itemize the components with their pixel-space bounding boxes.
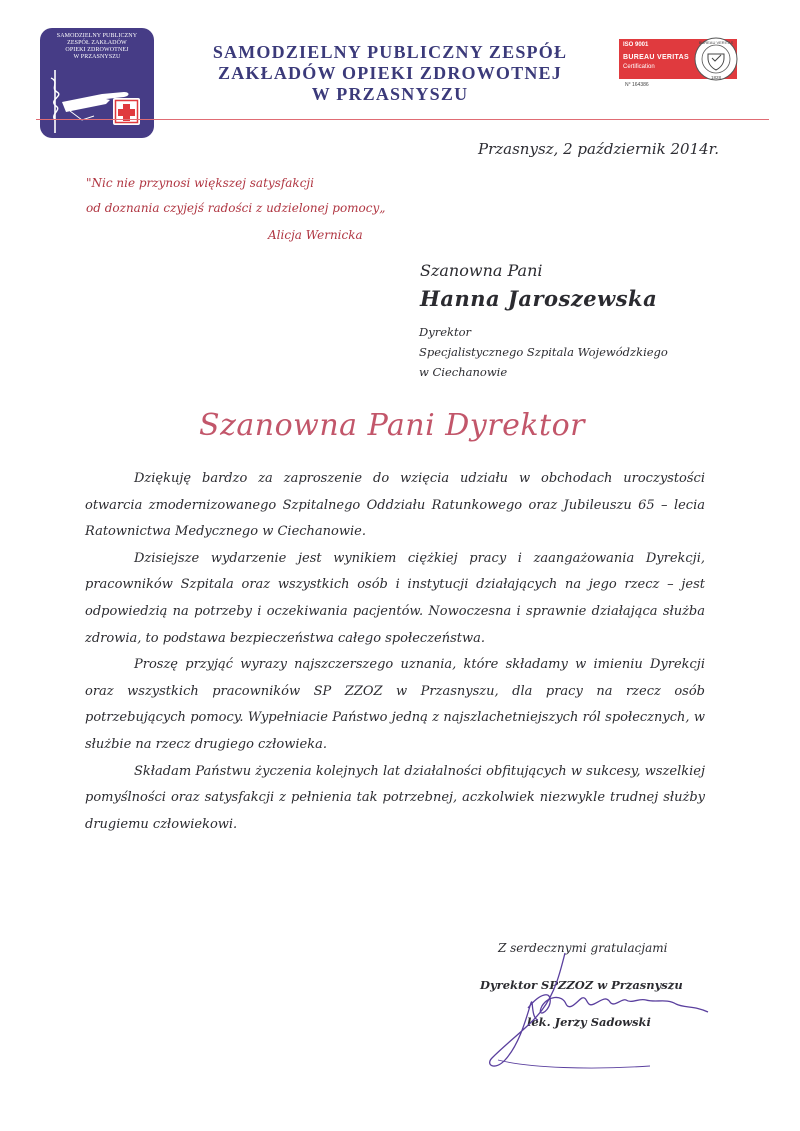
quote-author: Alicja Wernicka [268, 228, 363, 242]
recipient-title-line: Specjalistycznego Szpitala Wojewódzkiego [419, 345, 668, 359]
header-divider [36, 119, 769, 120]
motto-quote [86, 171, 386, 221]
closing-phrase: Z serdecznymi gratulacjami [498, 941, 668, 955]
letter-body [85, 466, 705, 838]
recipient-title [419, 322, 668, 382]
org-name-line: ZAKŁADÓW OPIEKI ZDROWOTNEJ [218, 63, 562, 83]
seal-year-text: 1828 [710, 75, 722, 80]
recipient-name: Hanna Jaroszewska [420, 286, 658, 311]
cert-number: N° 164386 [625, 82, 649, 88]
quote-line: "Nic nie przynosi większej satysfakcji [86, 176, 314, 190]
letter-heading: Szanowna Pani Dyrektor [199, 408, 585, 443]
handwritten-signature [470, 948, 730, 1078]
cert-iso: ISO 9001 [623, 42, 649, 48]
logo-line: W PRZASNYSZU [73, 54, 121, 60]
organization-name [170, 42, 610, 105]
iso-certification-badge [619, 39, 737, 79]
letter-date: Przasnysz, 2 październik 2014r. [478, 140, 719, 158]
logo-line: ZESPÓŁ ZAKŁADÓW [67, 40, 127, 46]
org-name-line: SAMODZIELNY PUBLICZNY ZESPÓŁ [212, 42, 568, 62]
quote-line: od doznania czyjejś radości z udzielonej pomocy„ [86, 201, 386, 215]
org-name-line: W PRZASNYSZU [311, 84, 469, 104]
bureau-veritas-seal-icon [693, 36, 739, 82]
organization-logo [40, 28, 154, 138]
body-paragraph: Proszę przyjąć wyrazy najszczerszego uznania, które składamy w imieniu Dyrekcji oraz wszystkich pracowników SP ZZOZ w Przasnyszu, dla pracy na rzecz osób potrzebujących pomocy. Wypełniacie Państwo jedną z najszlachetniejszych ról społecznych, w służbie na rzecz drugiego człowieka. [85, 657, 705, 752]
caduceus-hand-icon [40, 28, 154, 138]
signer-name: lek. Jerzy Sadowski [527, 1015, 651, 1029]
logo-line: SAMODZIELNY PUBLICZNY [56, 33, 138, 39]
cert-label: Certification [623, 64, 655, 70]
signer-role: Dyrektor SPZZOZ w Przasnyszu [480, 978, 683, 992]
recipient-title-line: Dyrektor [419, 325, 472, 339]
body-paragraph: Składam Państwu życzenia kolejnych lat działalności obfitujących w sukcesy, wszelkiej pomyślności oraz satysfakcji z pełnienia tak potrzebnej, aczkolwiek niezwykle trudnej służby drugiemu człowiekowi. [85, 763, 705, 832]
recipient-title-line: w Ciechanowie [419, 365, 508, 379]
seal-top-text: BUREAU VERITAS [698, 40, 734, 45]
logo-line: OPIEKI ZDROWOTNEJ [65, 47, 129, 53]
body-paragraph: Dzisiejsze wydarzenie jest wynikiem ciężkiej pracy i zaangażowania Dyrekcji, pracowników Szpitala oraz wszystkich osób i instytucji działających na jego rzecz – jest odpowiedzią na potrzeby i oczekiwania pacjentów. Nowoczesna i sprawnie działająca służba zdrowia, to podstawa bezpieczeństwa całego społeczeństwa. [85, 550, 705, 646]
cert-brand: BUREAU VERITAS [623, 54, 689, 61]
salutation: Szanowna Pani [420, 261, 543, 280]
body-paragraph: Dziękuję bardzo za zaproszenie do wzięcia udziału w obchodach uroczystości otwarcia zmodernizowanego Szpitalnego Oddziału Ratunkowego oraz Jubileuszu 65 – lecia Ratownictwa Medycznego w Ciechanowie. [85, 471, 705, 540]
